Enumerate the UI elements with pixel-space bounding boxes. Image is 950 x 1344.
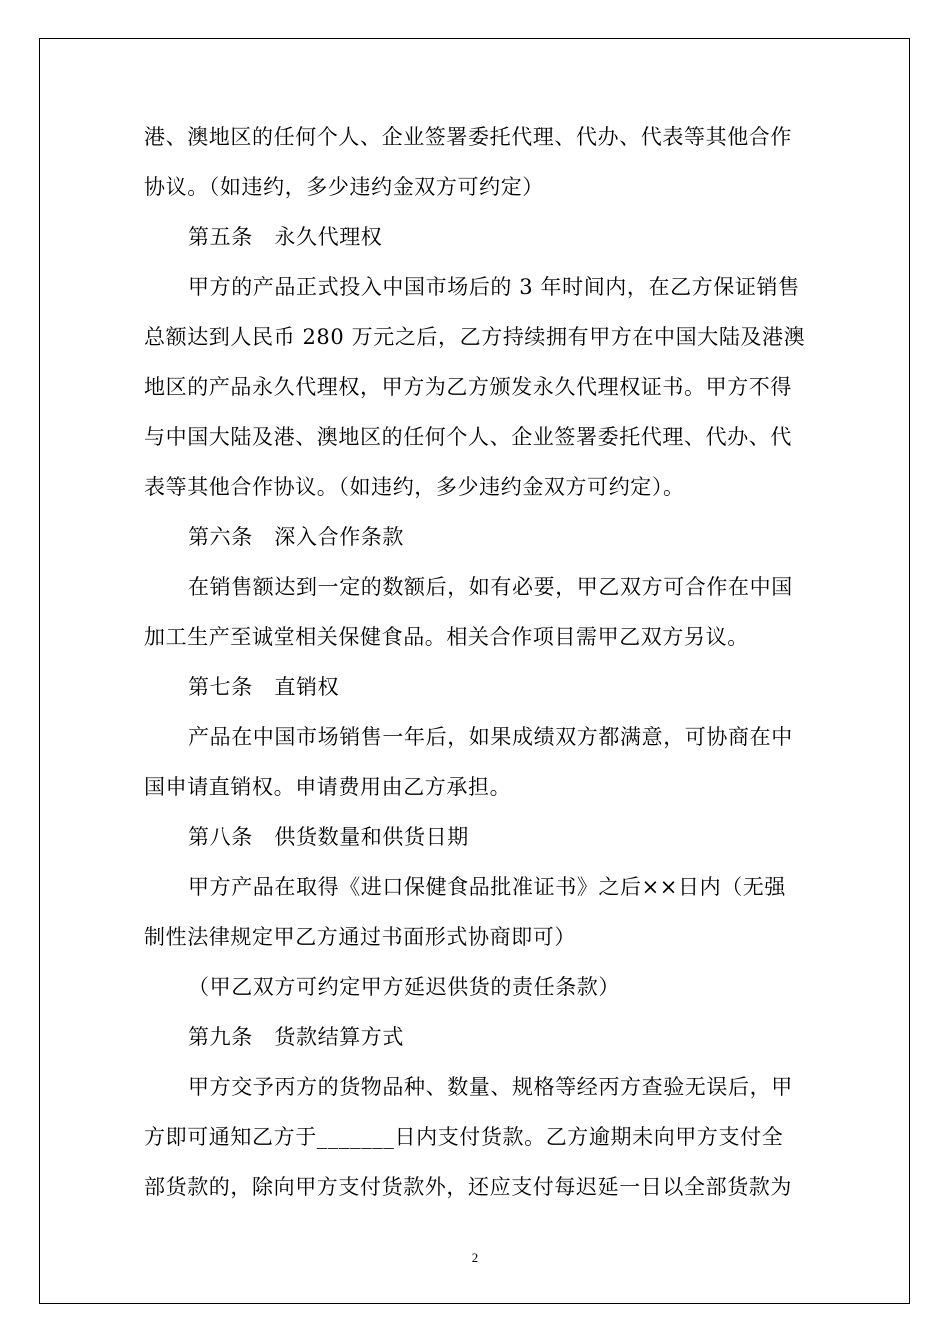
page-number: 2 bbox=[471, 1250, 479, 1265]
text-line: 甲方产品在取得《进口保健食品批准证书》之后××日内（无强 bbox=[188, 875, 786, 899]
article-heading: 第九条 货款结算方式 bbox=[188, 1025, 404, 1049]
text-line: （甲乙双方可约定甲方延迟供货的责任条款） bbox=[188, 975, 620, 999]
text-line: 地区的产品永久代理权，甲方为乙方颁发永久代理权证书。甲方不得 bbox=[144, 375, 792, 399]
text-line: 产品在中国市场销售一年后，如果成绩双方都满意，可协商在中 bbox=[188, 725, 793, 749]
text-line: 方即可通知乙方于_______日内支付货款。乙方逾期未向甲方支付全 bbox=[144, 1125, 784, 1149]
text-line: 部货款的，除向甲方支付货款外，还应支付每迟延一日以全部货款为 bbox=[144, 1175, 792, 1199]
text-line: 港、澳地区的任何个人、企业签署委托代理、代办、代表等其他合作 bbox=[144, 125, 792, 149]
article-heading: 第七条 直销权 bbox=[188, 675, 340, 699]
text-line: 甲方的产品正式投入中国市场后的 3 年时间内，在乙方保证销售 bbox=[188, 275, 800, 299]
text-line: 与中国大陆及港、澳地区的任何个人、企业签署委托代理、代办、代 bbox=[144, 425, 792, 449]
text-line: 制性法律规定甲乙方通过书面形式协商即可） bbox=[144, 925, 576, 949]
text-line: 协议。（如违约，多少违约金双方可约定） bbox=[144, 175, 544, 199]
document-body bbox=[144, 112, 816, 1212]
text-line: 国申请直销权。申请费用由乙方承担。 bbox=[144, 775, 512, 799]
text-line: 甲方交予丙方的货物品种、数量、规格等经丙方查验无误后，甲 bbox=[188, 1075, 793, 1099]
text-line: 总额达到人民币 280 万元之后，乙方持续拥有甲方在中国大陆及港澳 bbox=[144, 325, 806, 349]
text-line: 表等其他合作协议。（如违约，多少违约金双方可约定）。 bbox=[144, 475, 685, 499]
article-heading: 第五条 永久代理权 bbox=[188, 225, 383, 249]
text-line: 在销售额达到一定的数额后，如有必要，甲乙双方可合作在中国 bbox=[188, 575, 793, 599]
article-heading: 第八条 供货数量和供货日期 bbox=[188, 825, 469, 849]
text-line: 加工生产至诚堂相关保健食品。相关合作项目需甲乙双方另议。 bbox=[144, 625, 749, 649]
article-heading: 第六条 深入合作条款 bbox=[188, 525, 404, 549]
